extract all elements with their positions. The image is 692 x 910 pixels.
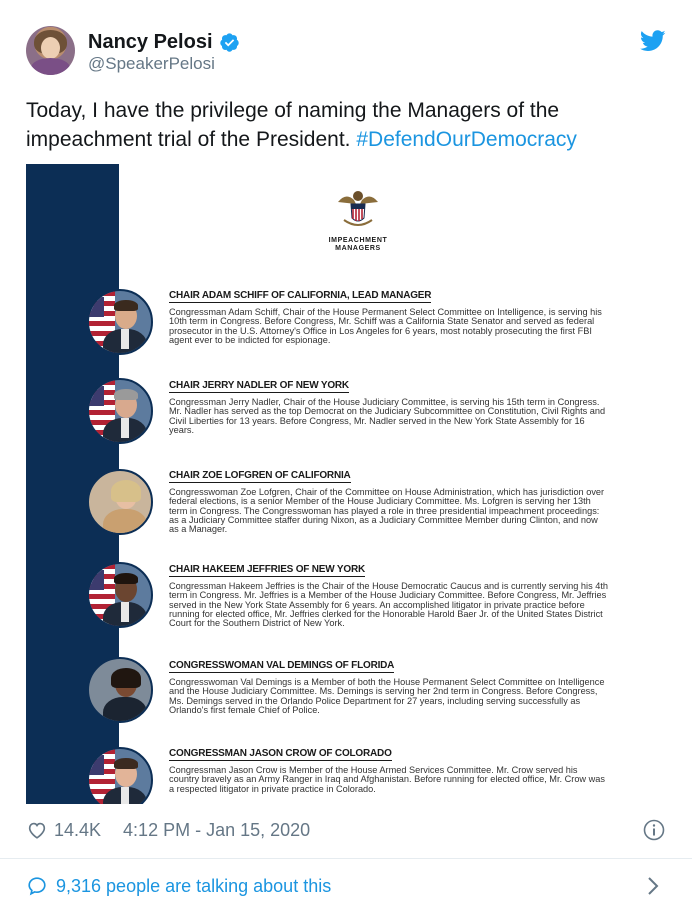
manager-bio: Congressman Adam Schiff, Chair of the House Permanent Select Committee on Intelligence, is serving his 10th term in Congress. Before Congress, Mr. Schiff was a California State Senator and served as federal prosecutor in the U.S. Attorney's Office in Los Angeles for 6 years, most notably prosecuting the first FBI agent ever to be indicted for espionage. [169, 307, 602, 345]
manager-portrait [87, 747, 153, 804]
house-seal-icon [336, 186, 380, 230]
tweet-media-image[interactable] [26, 164, 635, 804]
display-name[interactable]: Nancy Pelosi [88, 30, 213, 53]
chevron-right-icon [646, 876, 660, 896]
like-count[interactable]: 14.4K [54, 819, 102, 840]
divider [0, 858, 692, 859]
manager-bio: Congresswoman Val Demings is a Member of both the House Permanent Select Committee on Intelligence and the House Judiciary Committee. Ms. Demings is serving her 2nd term in Congress. Before Congress, Ms. Demings served in the Orlando Police Department for 27 years, including serving successfully as Orlando's first female Chief of Police. [169, 677, 605, 715]
info-icon[interactable] [642, 818, 666, 842]
manager-title: CHAIR ADAM SCHIFF OF CALIFORNIA, LEAD MANAGER [169, 290, 432, 301]
manager-bio: Congressman Jerry Nadler, Chair of the House Judiciary Committee, is serving his 15th term in Congress. Mr. Nadler has served as the top Democrat on the Judiciary Subcommittee on Constitution, Civil Rights and Civil Liberties for 13 years. Before Congress, Mr. Nadler served in the New York State Assembly for 16 years. [169, 397, 606, 435]
timestamp[interactable]: 4:12 PM - Jan 15, 2020 [123, 819, 311, 840]
media-heading: IMPEACHMENT MANAGERS [328, 237, 388, 252]
manager-title: CHAIR JERRY NADLER OF NEW YORK [169, 380, 349, 391]
hashtag-link[interactable]: #DefendOurDemocracy [356, 128, 577, 151]
speech-bubble-icon [26, 875, 48, 897]
tweet-meta [26, 818, 666, 842]
manager-bio: Congresswoman Zoe Lofgren, Chair of the Committee on House Administration, which has jurisdiction over federal elections, is a senior Member of the House Judiciary Committee. Ms. Lofgren is serving her 13th term in Congress. The Congresswoman has played a role in three presidential impeachment proceedings: as a Judiciary Committee staffer during Nixon, as a Judiciary Committee Member during Clinton, and now as a Manager. [169, 487, 605, 535]
manager-portrait [87, 469, 153, 535]
tweet-header [26, 26, 666, 78]
manager-portrait [87, 657, 153, 723]
manager-bio: Congressman Hakeem Jeffries is the Chair of the House Democratic Caucus and is currently serving his 4th term in Congress. Mr. Jeffries is a Member of the House Judiciary Committee. Before Congress, Mr. Jeffries served in the New York State Assembly for 6 years. An accomplished litigator in private practice before running for elected office, Mr. Jeffries clerked for the Honorable Harold Baer Jr. of the United States District Court for the Southern District of New York. [169, 581, 608, 629]
avatar[interactable] [26, 26, 75, 75]
manager-portrait [87, 378, 153, 444]
manager-portrait [87, 562, 153, 628]
conversation-link[interactable] [26, 874, 666, 898]
handle[interactable]: @SpeakerPelosi [88, 54, 215, 73]
verified-badge-icon [219, 32, 240, 53]
tweet-body: Today, I have the privilege of naming the Managers of the impeachment trial of the President. [26, 99, 560, 151]
manager-title: CHAIR HAKEEM JEFFRIES OF NEW YORK [169, 564, 366, 575]
manager-bio: Congressman Jason Crow is Member of the House Armed Services Committee. Mr. Crow served his country bravely as an Army Ranger in Iraq and Afghanistan. Before running for elected office, Mr. Crow was a respected litigator in private practice in Colorado. [169, 765, 605, 794]
twitter-bird-icon[interactable] [640, 30, 666, 52]
manager-portrait [87, 289, 153, 355]
heart-icon[interactable] [26, 819, 48, 841]
manager-title: CONGRESSWOMAN VAL DEMINGS OF FLORIDA [169, 660, 395, 671]
talking-label: 9,316 people are talking about this [56, 875, 332, 896]
name-row [88, 30, 240, 54]
manager-title: CHAIR ZOE LOFGREN OF CALIFORNIA [169, 470, 351, 481]
tweet-text [26, 96, 646, 154]
manager-title: CONGRESSMAN JASON CROW OF COLORADO [169, 748, 392, 759]
